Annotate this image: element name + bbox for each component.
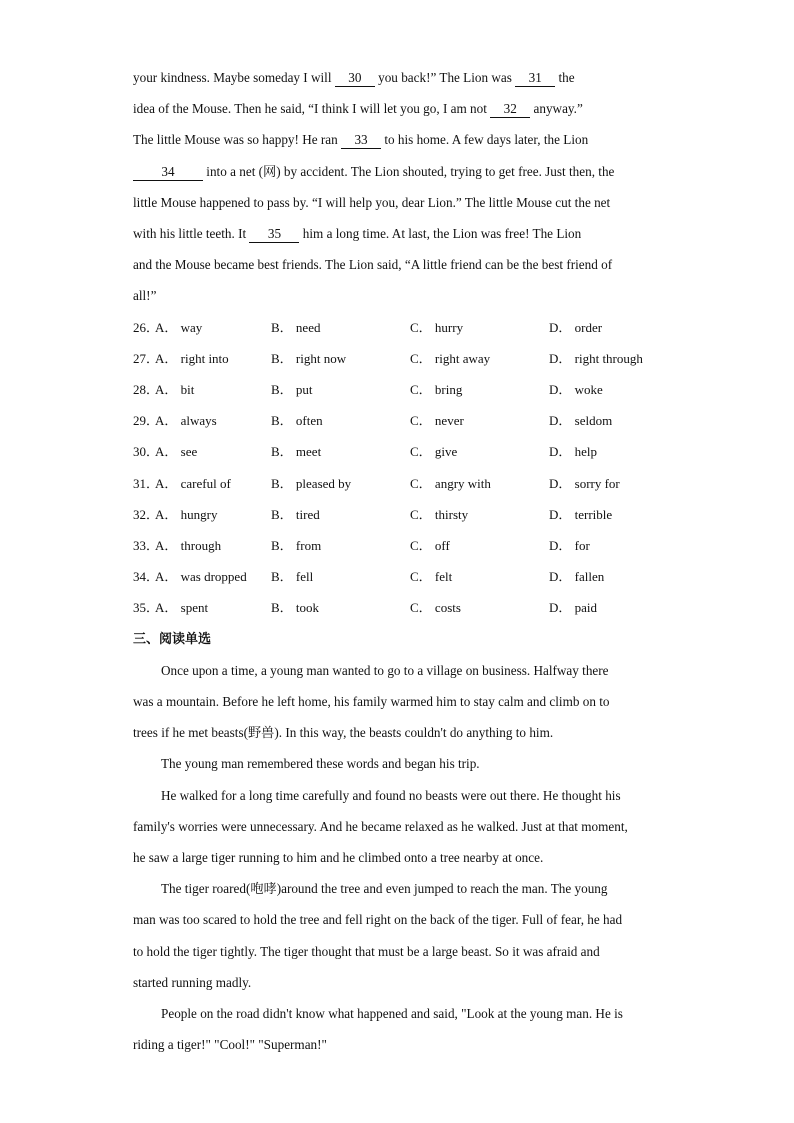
document-page — [133, 62, 663, 1060]
option-d: D． paid — [549, 600, 598, 616]
option-d: D． for — [549, 537, 590, 553]
reading-passage — [133, 655, 663, 1061]
passage-text: to his home. A few days later, the Lion — [381, 132, 589, 148]
passage-text: little Mouse happened to pass by. “I will help you, dear Lion.” The little Mouse cut the net — [133, 194, 611, 210]
story-line: People on the road didn't know what happened and said, "Look at the young man. He is — [161, 1005, 623, 1021]
passage-text: anyway.” — [530, 101, 583, 117]
story-line: The tiger roared(咆哮)around the tree and even jumped to reach the man. The young — [161, 881, 608, 897]
option-d: D． woke — [549, 382, 603, 397]
option-a: A． see — [155, 444, 198, 460]
story-line: man was too scared to hold the tree and fell right on the back of the tiger. Full of fear, he had — [133, 912, 623, 928]
option-a: A． bit — [155, 382, 195, 397]
passage-line — [133, 218, 663, 249]
passage-line — [133, 249, 663, 280]
question-number: 28． — [133, 382, 160, 397]
story-line: He walked for a long time carefully and found no beasts were out there. He thought his — [161, 787, 621, 803]
passage-text: you back!” The Lion was — [374, 70, 516, 85]
blank-31: 31 — [515, 70, 555, 87]
option-c: C． felt — [410, 569, 453, 585]
question-34 — [133, 561, 663, 592]
story-line: to hold the tiger tightly. The tiger thought that must be a large beast. So it was afraid and — [133, 943, 600, 959]
passage-text: into a net (网) by accident. The Lion shouted, trying to get free. Just then, the — [203, 163, 615, 179]
story-line: Once upon a time, a young man wanted to go to a village on business. Halfway there — [161, 662, 609, 678]
option-a: A． was dropped — [155, 569, 247, 585]
blank-32: 32 — [490, 101, 530, 118]
question-number: 31． — [133, 475, 160, 491]
option-c: C． off — [410, 537, 450, 553]
question-number: 27． — [133, 350, 160, 366]
option-d: D． sorry for — [549, 475, 620, 491]
option-b: B． right now — [271, 350, 347, 366]
option-d: D． fallen — [549, 569, 605, 585]
question-33 — [133, 530, 663, 561]
passage-line — [133, 62, 663, 93]
option-a: A． always — [155, 413, 217, 429]
blank-35: 35 — [249, 226, 299, 243]
option-b: B． meet — [271, 444, 322, 460]
story-line: he saw a large tiger running to him and he climbed onto a tree nearby at once. — [133, 849, 544, 865]
passage-line — [133, 187, 663, 218]
option-a: A． spent — [155, 600, 209, 616]
question-26 — [133, 312, 663, 343]
blank-30: 30 — [335, 70, 375, 87]
story-line: The young man remembered these words and began his trip. — [161, 756, 480, 772]
section-title: 三、阅读单选 — [133, 631, 212, 647]
option-d: D． right through — [549, 350, 643, 366]
option-c: C． angry with — [410, 475, 491, 491]
option-b: B． from — [271, 537, 322, 553]
question-number: 34． — [133, 569, 160, 585]
question-30 — [133, 436, 663, 467]
option-b: B． often — [271, 413, 323, 429]
option-d: D． seldom — [549, 413, 613, 429]
story-line: family's worries were unnecessary. And he became relaxed as he walked. Just at that moment, — [133, 818, 628, 834]
option-d: D． help — [549, 444, 598, 460]
question-31 — [133, 468, 663, 499]
passage-text: and the Mouse became best friends. The Lion said, “A little friend can be the best friend of — [133, 257, 613, 273]
question-number: 35． — [133, 600, 160, 616]
question-number: 32． — [133, 506, 160, 522]
passage-line — [133, 156, 663, 187]
passage-text: with his little teeth. It — [133, 226, 250, 242]
option-c: C． hurry — [410, 319, 464, 335]
passage-text: him a long time. At last, the Lion was free! The Lion — [299, 226, 582, 242]
option-c: C． right away — [410, 350, 491, 366]
passage-line — [133, 124, 663, 155]
option-c: C． thirsty — [410, 506, 469, 522]
question-27 — [133, 343, 663, 374]
question-number: 29． — [133, 413, 160, 429]
question-29 — [133, 405, 663, 436]
story-line: started running madly. — [133, 974, 252, 990]
story-line: riding a tiger!" "Cool!" "Superman!" — [133, 1037, 327, 1053]
option-c: C． give — [410, 444, 458, 460]
passage-text: idea of the Mouse. Then he said, “I think I will let you go, I am not — [133, 101, 491, 117]
option-b: B． took — [271, 600, 320, 616]
option-c: C． never — [410, 413, 464, 429]
option-a: A． through — [155, 537, 222, 553]
option-d: D． terrible — [549, 506, 613, 522]
option-a: A． careful of — [155, 475, 231, 491]
passage-text: all!” — [133, 288, 157, 304]
story-line: trees if he met beasts(野兽). In this way, the beasts couldn't do anything to him. — [133, 725, 554, 741]
blank-34: 34 — [133, 164, 203, 181]
cloze-passage — [133, 62, 663, 312]
passage-text: the — [555, 70, 575, 85]
story-line: was a mountain. Before he left home, his family warmed him to stay calm and climb on to — [133, 693, 610, 709]
blank-33: 33 — [341, 132, 381, 149]
option-a: A． hungry — [155, 506, 218, 522]
option-c: C． bring — [410, 382, 463, 397]
option-b: B． put — [271, 382, 313, 397]
question-35 — [133, 592, 663, 623]
question-28 — [133, 374, 663, 405]
option-a: A． right into — [155, 350, 229, 366]
passage-text: The little Mouse was so happy! He ran — [133, 132, 342, 148]
option-c: C． costs — [410, 600, 461, 616]
passage-line — [133, 280, 663, 311]
option-b: B． fell — [271, 569, 314, 585]
question-32 — [133, 499, 663, 530]
option-b: B． tired — [271, 506, 320, 522]
option-b: B． pleased by — [271, 475, 352, 491]
option-d: D． order — [549, 319, 603, 335]
passage-line — [133, 93, 663, 124]
answer-options — [133, 312, 663, 624]
passage-text: your kindness. Maybe someday I will — [133, 70, 335, 85]
option-b: B． need — [271, 319, 321, 335]
option-a: A． way — [155, 319, 203, 335]
question-number: 30． — [133, 444, 160, 460]
question-number: 26． — [133, 319, 160, 335]
question-number: 33． — [133, 537, 160, 553]
